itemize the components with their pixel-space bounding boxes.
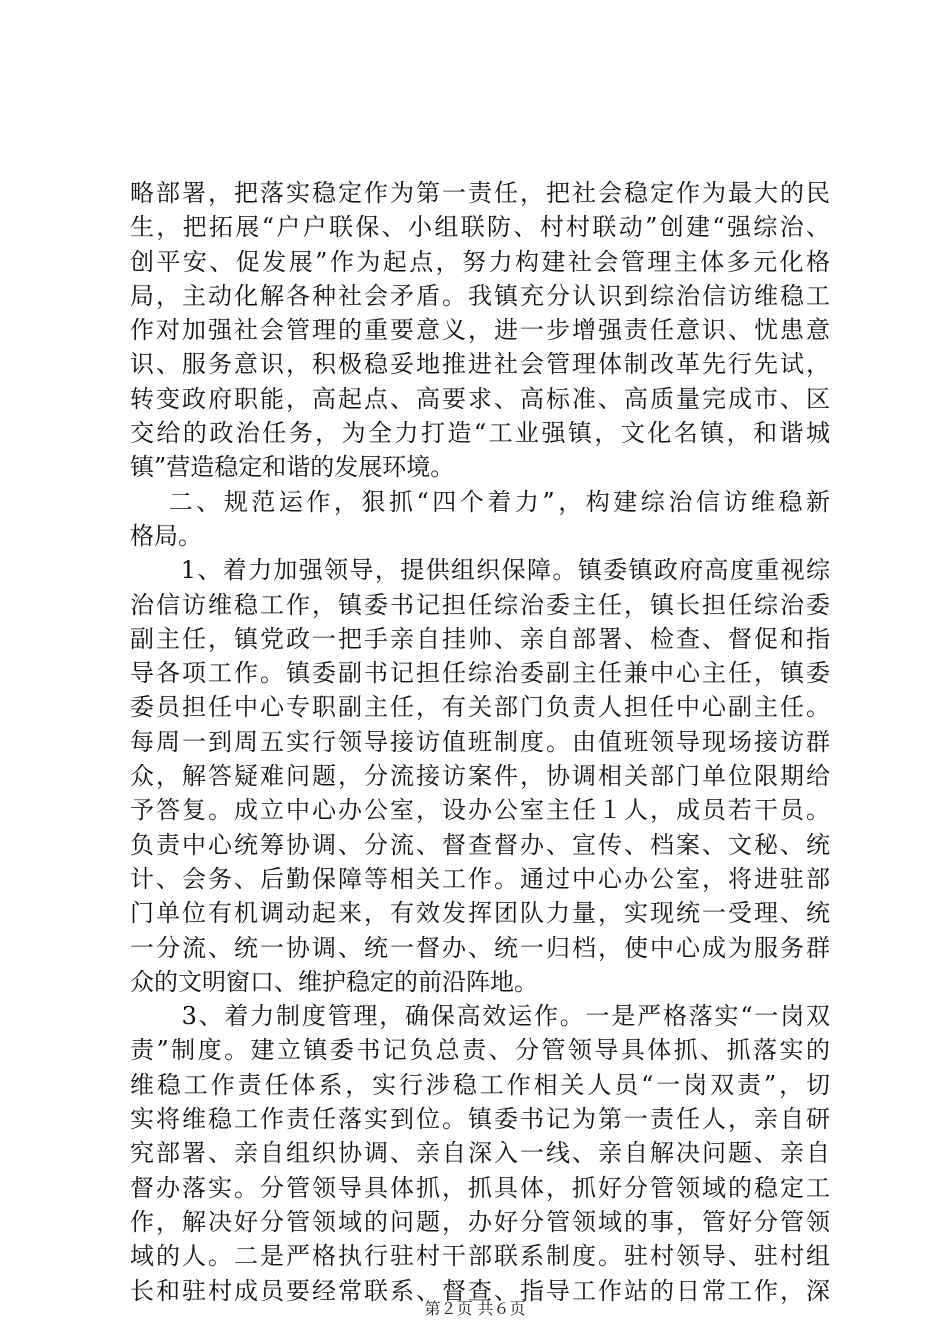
text-line: 作，解决好分管领域的问题，办好分管领域的事，管好分管领 [130, 1207, 830, 1236]
text-line: 转变政府职能，高起点、高要求、高标准、高质量完成市、区 [130, 384, 830, 413]
text-line: 负责中心统筹协调、分流、督查督办、宣传、档案、文秘、统 [130, 830, 830, 859]
text-line: 责”制度。建立镇委书记负总责、分管领导具体抓、抓落实的 [130, 1036, 830, 1065]
page-footer: 第２页 共６页 [424, 1299, 526, 1318]
document-body [130, 176, 830, 1308]
text-line: 交给的政治任务，为全力打造“工业强镇，文化名镇，和谐城 [130, 419, 830, 448]
text-line: 计、会务、后勤保障等相关工作。通过中心办公室，将进驻部 [130, 864, 830, 893]
text-line: 一分流、统一协调、统一督办、统一归档，使中心成为服务群 [130, 933, 830, 962]
text-line: 治信访维稳工作，镇委书记担任综治委主任，镇长担任综治委 [130, 590, 830, 619]
text-line: 识、服务意识，积极稳妥地推进社会管理体制改革先行先试， [130, 350, 830, 379]
text-line: 督办落实。分管领导具体抓，抓具体，抓好分管领域的稳定工 [130, 1173, 830, 1202]
text-line: 二、规范运作，狠抓“四个着力”，构建综治信访维稳新 [130, 487, 830, 516]
text-line: 略部署，把落实稳定作为第一责任，把社会稳定作为最大的民 [130, 179, 830, 207]
text-line: 长和驻村成员要经常联系、督查、指导工作站的日常工作，深 [130, 1276, 830, 1305]
text-line: 维稳工作责任体系，实行涉稳工作相关人员“一岗双责”，切 [130, 1070, 830, 1099]
text-line: 作对加强社会管理的重要意义，进一步增强责任意识、忧患意 [130, 316, 830, 345]
text-line: 实将维稳工作责任落实到位。镇委书记为第一责任人，亲自研 [130, 1105, 830, 1134]
text-line: 导各项工作。镇委副书记担任综治委副主任兼中心主任，镇委 [130, 659, 830, 688]
text-line: 1、着力加强领导，提供组织保障。镇委镇政府高度重视综 [130, 556, 830, 585]
text-line: 域的人。二是严格执行驻村干部联系制度。驻村领导、驻村组 [130, 1242, 830, 1271]
text-line: 副主任，镇党政一把手亲自挂帅、亲自部署、检查、督促和指 [130, 624, 830, 653]
text-line: 生，把拓展“户户联保、小组联防、村村联动”创建“强综治、 [130, 213, 830, 242]
text-line: 局，主动化解各种社会矛盾。我镇充分认识到综治信访维稳工 [130, 281, 830, 310]
text-line: 3、着力制度管理，确保高效运作。一是严格落实“一岗双 [130, 1002, 830, 1031]
text-line: 创平安、促发展”作为起点，努力构建社会管理主体多元化格 [130, 247, 830, 276]
text-line: 究部署、亲自组织协调、亲自深入一线、亲自解决问题、亲自 [130, 1139, 830, 1168]
text-line: 镇”营造稳定和谐的发展环境。 [130, 453, 455, 482]
text-line: 予答复。成立中心办公室，设办公室主任１人，成员若干员。 [130, 796, 830, 825]
text-line: 众的文明窗口、维护稳定的前沿阵地。 [130, 967, 538, 996]
text-line: 格局。 [130, 521, 202, 550]
text-line: 门单位有机调动起来，有效发挥团队力量，实现统一受理、统 [130, 899, 830, 928]
text-line: 众，解答疑难问题，分流接访案件，协调相关部门单位限期给 [130, 762, 830, 791]
text-line: 委员担任中心专职副主任，有关部门负责人担任中心副主任。 [130, 693, 830, 722]
text-line: 每周一到周五实行领导接访值班制度。由值班领导现场接访群 [130, 727, 830, 756]
